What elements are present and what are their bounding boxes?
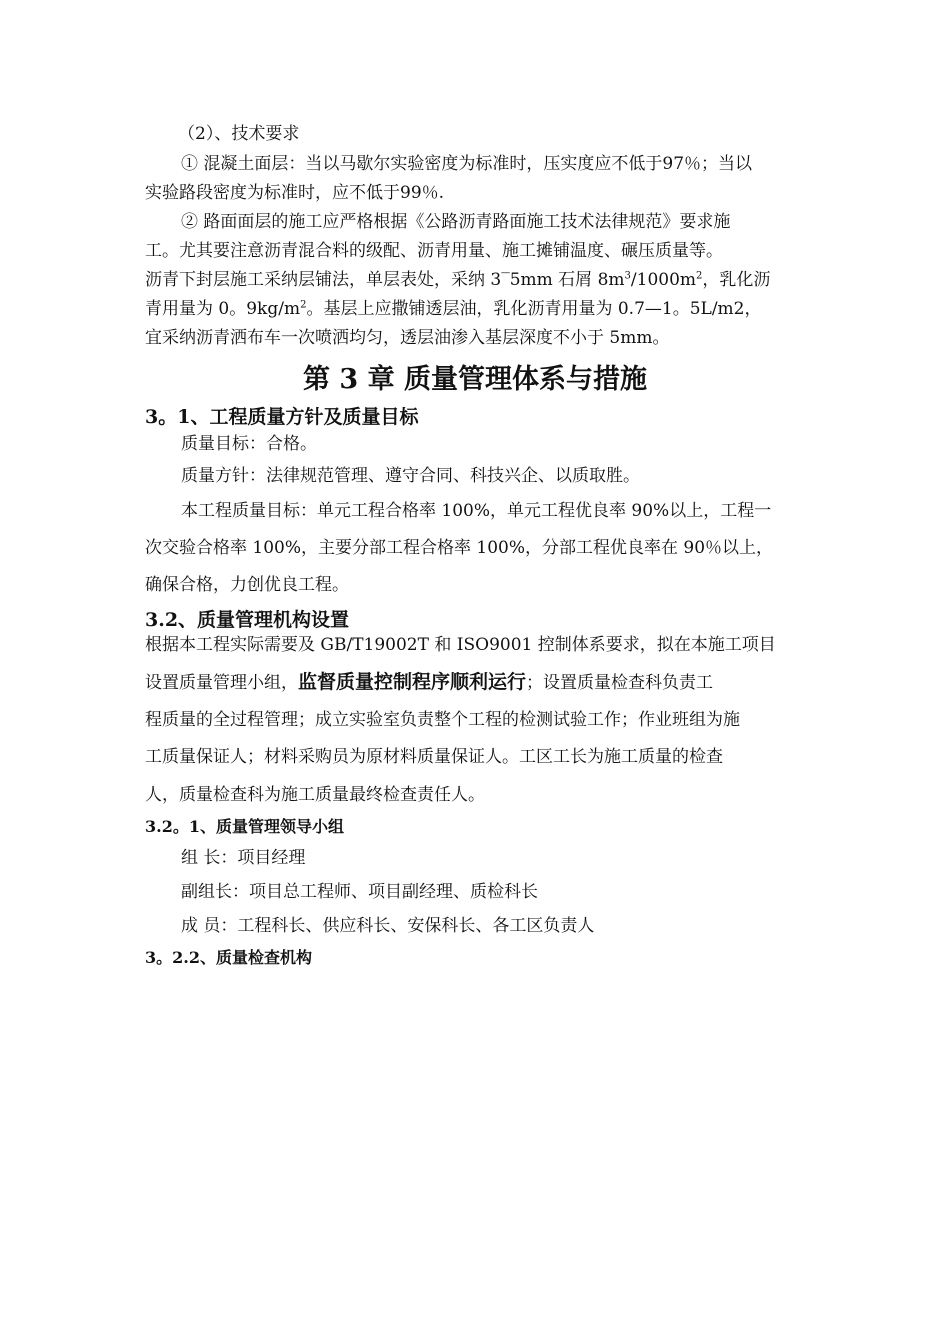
emphasis-text: 监督质量控制程序顺利运行 bbox=[298, 671, 527, 693]
section-3-2-1-heading: 3.2。1、质量管理领导小组 bbox=[145, 817, 344, 836]
group-leader: 组 长：项目经理 bbox=[181, 848, 306, 868]
text-run: 沥青下封层施工采纳层铺法，单层表处，采纳 3‾5mm 石屑 8m bbox=[145, 270, 625, 290]
org-para-line5: 人，质量检查科为施工质量最终检查责任人。 bbox=[145, 785, 485, 805]
tech-para1-line2: 实验路段密度为标准时，应不低于99％. bbox=[145, 183, 445, 203]
text-run: 青用量为 0。9kg/m bbox=[145, 299, 301, 319]
tech-para2-line1: ② 路面面层的施工应严格根据《公路沥青路面施工技术法律规范》要求施 bbox=[181, 212, 731, 232]
quality-goal-line3: 确保合格，力创优良工程。 bbox=[145, 575, 349, 595]
quality-target: 质量目标：合格。 bbox=[181, 434, 317, 454]
superscript: 3 bbox=[624, 270, 631, 282]
quality-policy: 质量方针：法律规范管理、遵守合同、科技兴企、以质取胜。 bbox=[181, 466, 640, 486]
quality-goal-line1: 本工程质量目标：单元工程合格率 100%，单元工程优良率 90%以上，工程一 bbox=[181, 501, 772, 521]
section-3-1-heading: 3。1、工程质量方针及质量目标 bbox=[145, 406, 419, 428]
tech-para2-line5: 宜采纳沥青洒布车一次喷洒均匀，透层油渗入基层深度不小于 5mm。 bbox=[145, 328, 670, 348]
org-para-line1: 根据本工程实际需要及 GB/T19002T 和 ISO9001 控制体系要求，拟在本施工项目 bbox=[145, 635, 776, 655]
org-para-line2 bbox=[145, 670, 713, 695]
org-para-line3: 程质量的全过程管理；成立实验室负责整个工程的检测试验工作；作业班组为施 bbox=[145, 710, 740, 730]
org-para-line4: 工质量保证人；材料采购员为原材料质量保证人。工区工长为施工质量的检查 bbox=[145, 747, 723, 767]
deputy-leader: 副组长：项目总工程师、项目副经理、质检科长 bbox=[181, 882, 538, 902]
text-run: ，乳化沥 bbox=[702, 270, 771, 290]
tech-para2-line3 bbox=[145, 268, 770, 292]
text-run: 设置质量管理小组， bbox=[145, 673, 298, 693]
chapter-title: 第 3 章 质量管理体系与措施 bbox=[303, 364, 647, 395]
text-run: 。基层上应撒铺透层油，乳化沥青用量为 0.7—1。5L/m2， bbox=[306, 299, 762, 319]
group-members: 成 员：工程科长、供应科长、安保科长、各工区负责人 bbox=[181, 916, 595, 936]
text-run: /1000m bbox=[630, 270, 697, 290]
section-3-2-2-heading: 3。2.2、质量检查机构 bbox=[145, 948, 312, 967]
section-3-2-heading: 3.2、质量管理机构设置 bbox=[145, 609, 350, 631]
tech-para1-line1: ① 混凝土面层：当以马歇尔实验密度为标准时，压实度应不低于97％；当以 bbox=[181, 154, 753, 174]
superscript: 2 bbox=[696, 270, 703, 282]
quality-goal-line2: 次交验合格率 100%，主要分部工程合格率 100%，分部工程优良率在 90％以上， bbox=[145, 538, 774, 558]
tech-heading: （2）、技术要求 bbox=[178, 124, 300, 144]
tech-para2-line4 bbox=[145, 297, 761, 321]
text-run: ；设置质量检查科负责工 bbox=[526, 673, 714, 693]
superscript: 2 bbox=[300, 299, 307, 311]
tech-para2-line2: 工。尤其要注意沥青混合料的级配、沥青用量、施工摊铺温度、碾压质量等。 bbox=[145, 241, 723, 261]
